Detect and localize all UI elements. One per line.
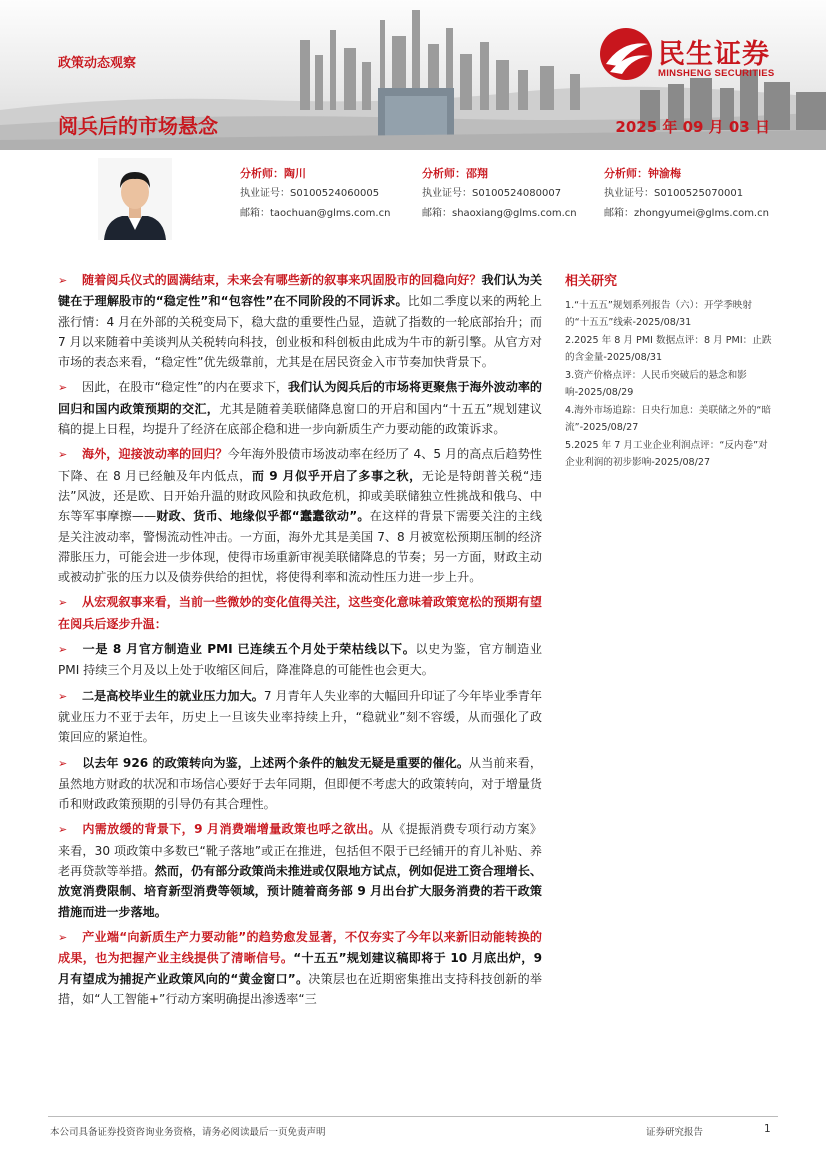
related-research-sidebar xyxy=(565,270,773,472)
paragraph-2 xyxy=(58,377,542,439)
paragraph-lead: 从宏观叙事来看，当前一些微妙的变化值得关注，这些变化意味着政策宽松的预期有望在阅兵后逐步升温： xyxy=(58,595,542,631)
paragraph-text: 决策层也在近期密集推出支持科技创新的举措，如“人工智能+”行动方案明确提出渗透率“三 xyxy=(58,971,542,1006)
paragraph-1 xyxy=(58,270,542,372)
paragraph-text: 从当前来看，虽然地方财政的状况和市场信心要好于去年同期，但即便不考虑大的政策转向，对于增量货币和财政政策预期的引导仍有其合理性。 xyxy=(58,755,542,812)
report-category: 政策动态观察 xyxy=(58,56,137,71)
paragraph-bold: 一是 8 月官方制造业 PMI 已连续五个月处于荣枯线以下。 xyxy=(82,642,416,657)
analyst-email[interactable]: 邮箱：zhongyumei@glms.com.cn xyxy=(604,208,769,219)
paragraph-6 xyxy=(58,686,542,748)
sidebar-title: 相关研究 xyxy=(565,274,618,289)
paragraph-bold: 然而，仍有部分政策尚未推进或仅限地方试点，例如促进工资合理增长、放宽消费限制、培育新型消费等领域，预计随着商务部 9 月出台扩大服务消费的若干政策措施而进一步落地。 xyxy=(58,864,542,919)
report-body xyxy=(58,270,542,1014)
arrow-bullet-icon: ➢ xyxy=(58,823,68,837)
paragraph-9 xyxy=(58,927,542,1009)
analyst-name: 分析师：钟渝梅 xyxy=(604,167,681,180)
analyst-1 xyxy=(240,164,390,224)
paragraph-lead: 随着阅兵仪式的圆满结束，未来会有哪些新的叙事来巩固股市的回稳向好？ xyxy=(82,273,482,287)
paragraph-bold: 财政、货币、地缘似乎都“蠢蠢欲动”。 xyxy=(156,509,370,524)
analyst-name: 分析师：陶川 xyxy=(240,167,306,180)
related-research-item[interactable]: 5.2025 年 7 月工业企业利润点评：“反内卷”对企业利润的初步影响-2025/08/27 xyxy=(565,440,768,468)
paragraph-lead: 海外，迎接波动率的回归？ xyxy=(82,447,228,462)
paragraph-bold: 以去年 926 的政策转向为鉴，上述两个条件的触发无疑是重要的催化。 xyxy=(82,755,470,770)
paragraph-bold: 我们认为关键在于理解股市的“稳定性”和“包容性”在不同阶段的不同诉求。 xyxy=(58,273,542,309)
related-research-item[interactable]: 1.“十五五”规划系列报告（六）：开学季映射的“十五五”线索-2025/08/31 xyxy=(565,300,752,328)
analyst-cert: 执业证号：S0100524080007 xyxy=(422,188,562,199)
footer-divider xyxy=(48,1116,778,1117)
paragraph-4 xyxy=(58,592,542,634)
arrow-bullet-icon: ➢ xyxy=(58,381,68,395)
paragraph-text: 以史为鉴，官方制造业 PMI 持续三个月及以上处于收缩区间后，降准降息的可能性也会更大。 xyxy=(58,642,542,678)
paragraph-bold: 而 9 月似乎开启了多事之秋， xyxy=(251,468,422,483)
related-research-item[interactable]: 2.2025 年 8 月 PMI 数据点评：8 月 PMI：止跌的含金量-2025/08/31 xyxy=(565,335,772,363)
report-date: 2025 年 09 月 03 日 xyxy=(615,118,770,136)
analyst-portrait-icon xyxy=(98,158,172,240)
paragraph-text: 7 月青年人失业率的大幅回升印证了今年毕业季青年就业压力不亚于去年，历史上一旦该失业率持续上升，“稳就业”刻不容缓，从而强化了政策回应的紧迫性。 xyxy=(58,688,542,745)
paragraph-7 xyxy=(58,753,542,815)
analyst-email[interactable]: 邮箱：shaoxiang@glms.com.cn xyxy=(422,208,577,219)
arrow-bullet-icon: ➢ xyxy=(58,596,68,610)
report-title: 阅兵后的市场悬念 xyxy=(58,114,218,138)
header-banner xyxy=(0,0,826,150)
analyst-2 xyxy=(422,164,577,224)
analyst-email[interactable]: 邮箱：taochuan@glms.com.cn xyxy=(240,208,391,219)
analyst-name: 分析师：邵翔 xyxy=(422,167,488,180)
company-logo xyxy=(596,26,806,86)
paragraph-text: 从《提振消费专项行动方案》来看，30 项政策中多数已“靴子落地”或正在推进，包括但不限于已经铺开的育儿补贴、养老再贷款等举措。 xyxy=(58,822,542,879)
related-research-item[interactable]: 4.海外市场追踪：日央行加息：美联储之外的“暗流”-2025/08/27 xyxy=(565,405,771,433)
arrow-bullet-icon: ➢ xyxy=(58,756,68,770)
logo-chinese-text: 民生证券 xyxy=(658,39,770,70)
paragraph-8 xyxy=(58,819,542,921)
analyst-cert: 执业证号：S0100525070001 xyxy=(604,188,744,199)
paragraph-bold: “十五五”规划建议稿即将于 10 月底出炉，9 月有望成为捕捉产业政策风向的“黄金窗口”。 xyxy=(58,951,542,986)
paragraph-text: 今年海外股债市场波动率在经历了 4、5 月的高点后趋势性下降、在 8 月已经触及年内低点， xyxy=(58,447,542,483)
analyst-cert: 执业证号：S0100524060005 xyxy=(240,188,380,199)
paragraph-5 xyxy=(58,639,542,681)
paragraph-text: 比如二季度以来的两轮上涨行情：4 月在外部的关税变局下，稳大盘的重要性凸显，造就了指数的一轮底部抬升；而 7 月以来随着中美谈判从关税转向科技，创业板和科创板由此成为牛市的新引擎。从官方对市场的表态来看，“稳定性”优先级靠前，尤其是在居民资金入市节奏加快背景下。 xyxy=(58,294,542,370)
paragraph-text: 因此，在股市“稳定性”的内在要求下， xyxy=(82,380,289,395)
paragraph-bold: 二是高校毕业生的就业压力加大。 xyxy=(82,688,264,703)
paragraph-lead: 产业端“向新质生产力要动能”的趋势愈发显著，不仅夯实了今年以来新旧动能转换的成果，也为把握产业主线提供了清晰信号。 xyxy=(58,929,542,966)
arrow-bullet-icon: ➢ xyxy=(58,643,68,657)
arrow-bullet-icon: ➢ xyxy=(58,689,68,703)
paragraph-text: 无论是特朗普关税“违法”风波，还是欧、日开始升温的财政风险和执政危机，抑或美联储独立性挑战和俄乌、中东等军事摩擦—— xyxy=(58,468,542,524)
analyst-photo xyxy=(98,158,172,240)
paragraph-text: 在这样的背景下需要关注的主线是关注波动率，警惕流动性冲击。一方面，海外尤其是美国 7、8 月被宽松预期压制的经济滞胀压力，可能会进一步体现，使得市场重新审视美联储降息的节奏；另一方面，财政主动或被动扩张的压力以及债券供给的担忧，将使得利率和流动性压力进一步上升。 xyxy=(58,509,542,585)
paragraph-bold: 我们认为阅兵后的市场将更聚焦于海外波动率的回归和国内政策预期的交汇， xyxy=(58,380,543,416)
arrow-bullet-icon: ➢ xyxy=(58,274,68,287)
related-research-item[interactable]: 3.资产价格点评：人民币突破后的悬念和影响-2025/08/29 xyxy=(565,370,747,398)
footer-disclaimer: 本公司具备证券投资咨询业务资格，请务必阅读最后一页免责声明 xyxy=(50,1127,326,1138)
analyst-3 xyxy=(604,164,769,224)
arrow-bullet-icon: ➢ xyxy=(58,930,68,944)
arrow-bullet-icon: ➢ xyxy=(58,448,68,462)
paragraph-lead: 内需放缓的背景下，9 月消费端增量政策也呼之欲出。 xyxy=(82,822,381,837)
page-number: 1 xyxy=(764,1123,771,1135)
footer-report-type: 证券研究报告 xyxy=(646,1127,704,1138)
paragraph-text: 尤其是随着美联储降息窗口的开启和国内“十五五”规划建议稿的提上日程，均提升了经济在底部企稳和进一步向新质生产力要动能的政策诉求。 xyxy=(58,401,542,437)
paragraph-3 xyxy=(58,444,542,587)
minsheng-logo-icon xyxy=(596,26,656,82)
logo-english-text: MINSHENG SECURITIES xyxy=(658,68,775,79)
